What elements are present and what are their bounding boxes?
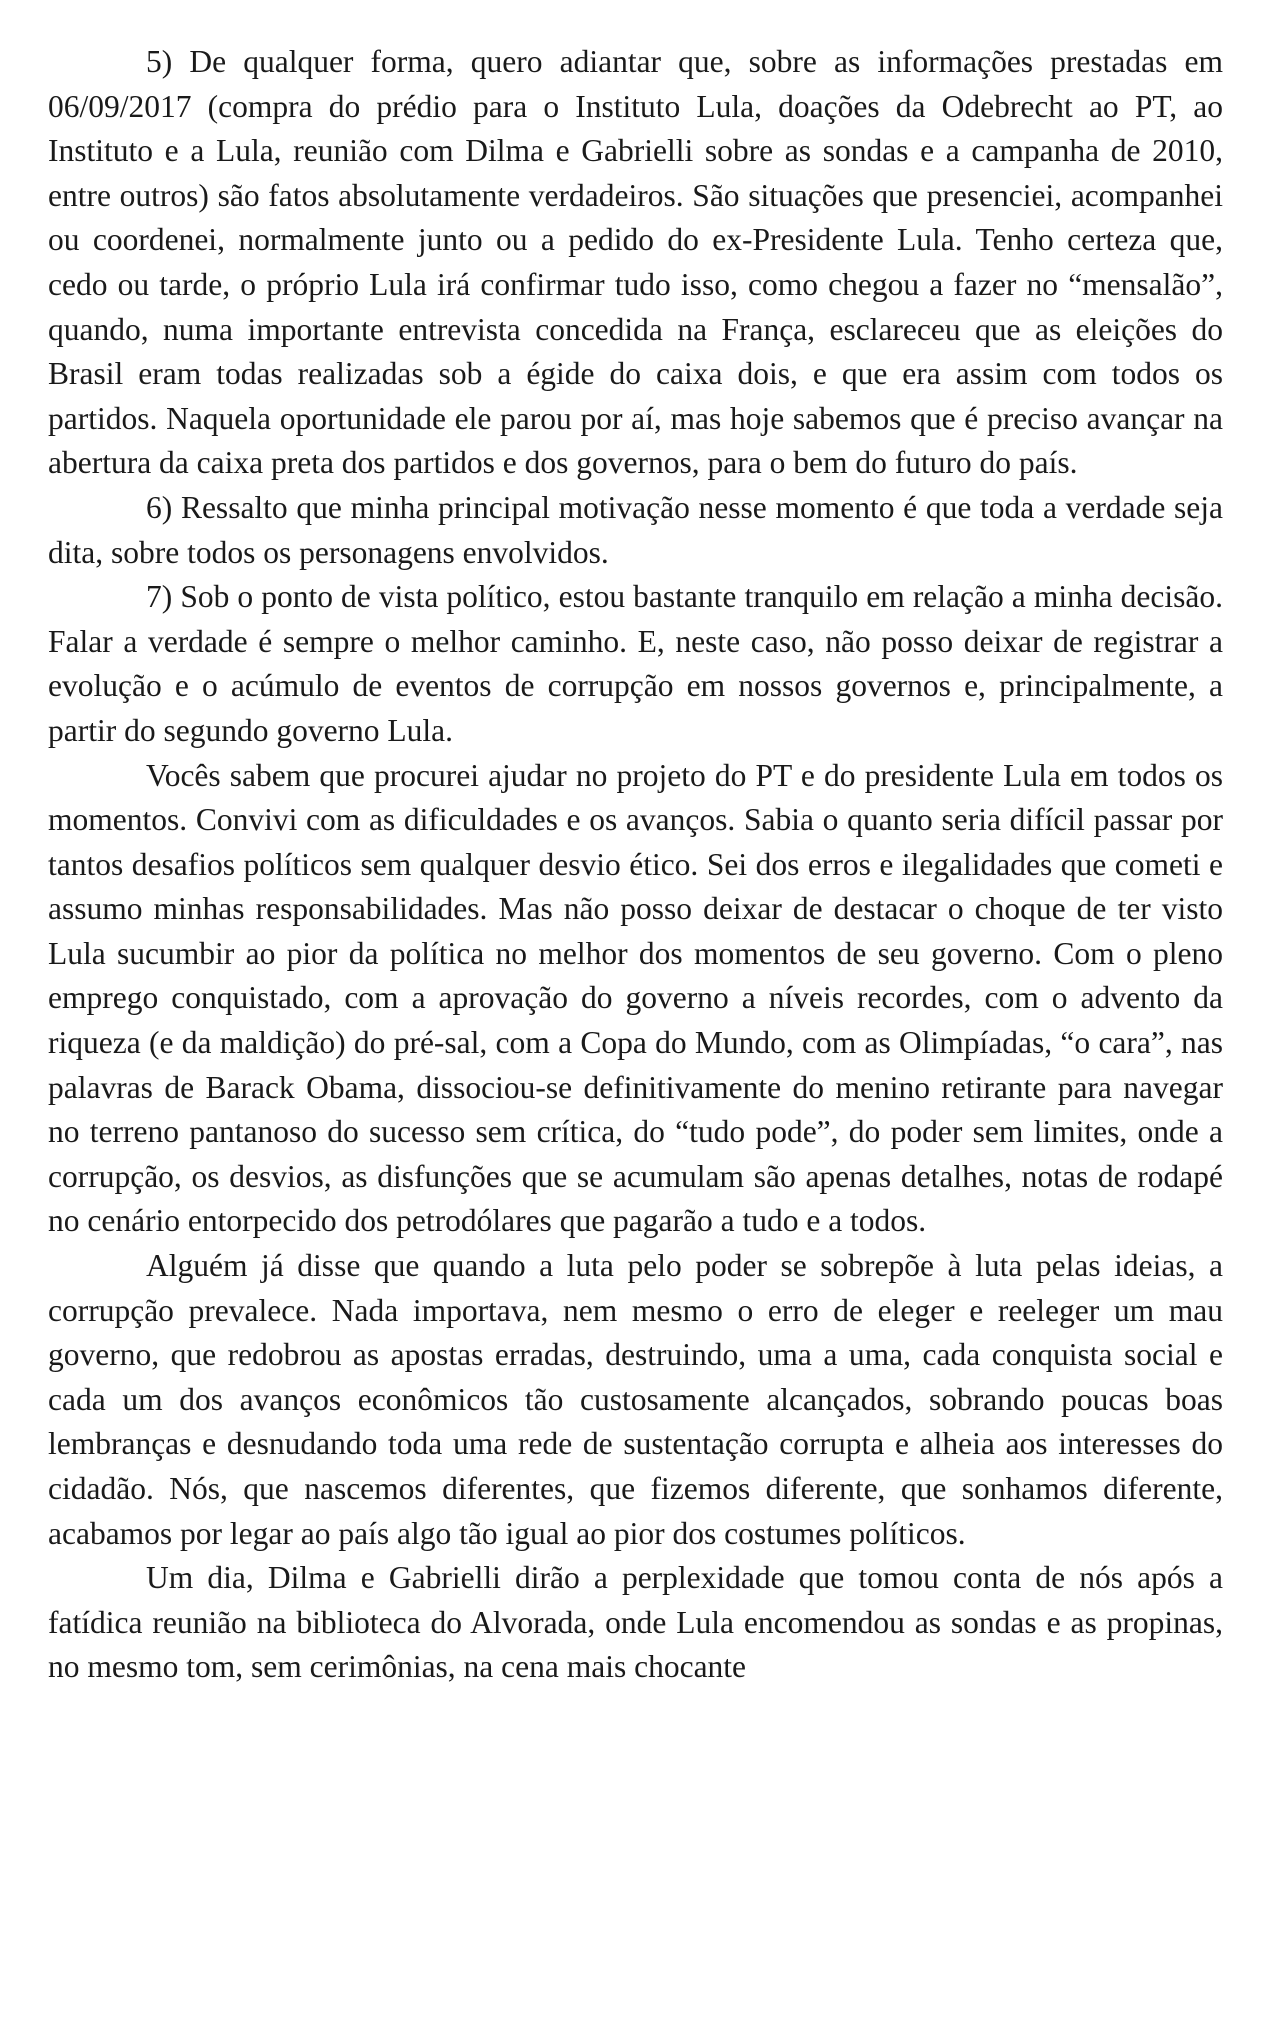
document-page xyxy=(48,40,1223,1690)
paragraph-alguem-ja-disse: Alguém já disse que quando a luta pelo poder se sobrepõe à luta pelas ideias, a corrupção prevalece. Nada importava, nem mesmo o erro de eleger e reeleger um mau governo, que redobrou as apostas erradas, destruindo, uma a uma, cada conquista social e cada um dos avanços econômicos tão custosamente alcançados, sobrando poucas boas lembranças e desnudando toda uma rede de sustentação corrupta e alheia aos interesses do cidadão. Nós, que nascemos diferentes, que fizemos diferente, que sonhamos diferente, acabamos por legar ao país algo tão igual ao pior dos costumes políticos. xyxy=(48,1248,1223,1551)
paragraph-item-5: 5) De qualquer forma, quero adiantar que, sobre as informações prestadas em 06/09/2017 (compra do prédio para o Instituto Lula, doações da Odebrecht ao PT, ao Instituto e a Lula, reunião com Dilma e Gabrielli sobre as sondas e a campanha de 2010, entre outros) são fatos absolutamente verdadeiros. São situações que presenciei, acompanhei ou coordenei, normalmente junto ou a pedido do ex-Presidente Lula. Tenho certeza que, cedo ou tarde, o próprio Lula irá confirmar tudo isso, como chegou a fazer no “mensalão”, quando, numa importante entrevista concedida na França, esclareceu que as eleições do Brasil eram todas realizadas sob a égide do caixa dois, e que era assim com todos os partidos. Naquela oportunidade ele parou por aí, mas hoje sabemos que é preciso avançar na abertura da caixa preta dos partidos e dos governos, para o bem do futuro do país. xyxy=(48,44,1223,481)
paragraph-um-dia: Um dia, Dilma e Gabrielli dirão a perplexidade que tomou conta de nós após a fatídica reunião na biblioteca do Alvorada, onde Lula encomendou as sondas e as propinas, no mesmo tom, sem cerimônias, na cena mais chocante xyxy=(48,1560,1223,1685)
paragraph-voces-sabem: Vocês sabem que procurei ajudar no projeto do PT e do presidente Lula em todos os momentos. Convivi com as dificuldades e os avanços. Sabia o quanto seria difícil passar por tantos desafios políticos sem qualquer desvio ético. Sei dos erros e ilegalidades que cometi e assumo minhas responsabilidades. Mas não posso deixar de destacar o choque de ter visto Lula sucumbir ao pior da política no melhor dos momentos de seu governo. Com o pleno emprego conquistado, com a aprovação do governo a níveis recordes, com o advento da riqueza (e da maldição) do pré-sal, com a Copa do Mundo, com as Olimpíadas, “o cara”, nas palavras de Barack Obama, dissociou-se definitivamente do menino retirante para navegar no terreno pantanoso do sucesso sem crítica, do “tudo pode”, do poder sem limites, onde a corrupção, os desvios, as disfunções que se acumulam são apenas detalhes, notas de rodapé no cenário entorpecido dos petrodólares que pagarão a tudo e a todos. xyxy=(48,757,1223,1239)
paragraph-item-7: 7) Sob o ponto de vista político, estou bastante tranquilo em relação a minha decisão. Falar a verdade é sempre o melhor caminho. E, neste caso, não posso deixar de registrar a evolução e o acúmulo de eventos de corrupção em nossos governos e, principalmente, a partir do segundo governo Lula. xyxy=(48,579,1223,748)
paragraph-item-6: 6) Ressalto que minha principal motivação nesse momento é que toda a verdade seja dita, sobre todos os personagens envolvidos. xyxy=(48,489,1223,570)
